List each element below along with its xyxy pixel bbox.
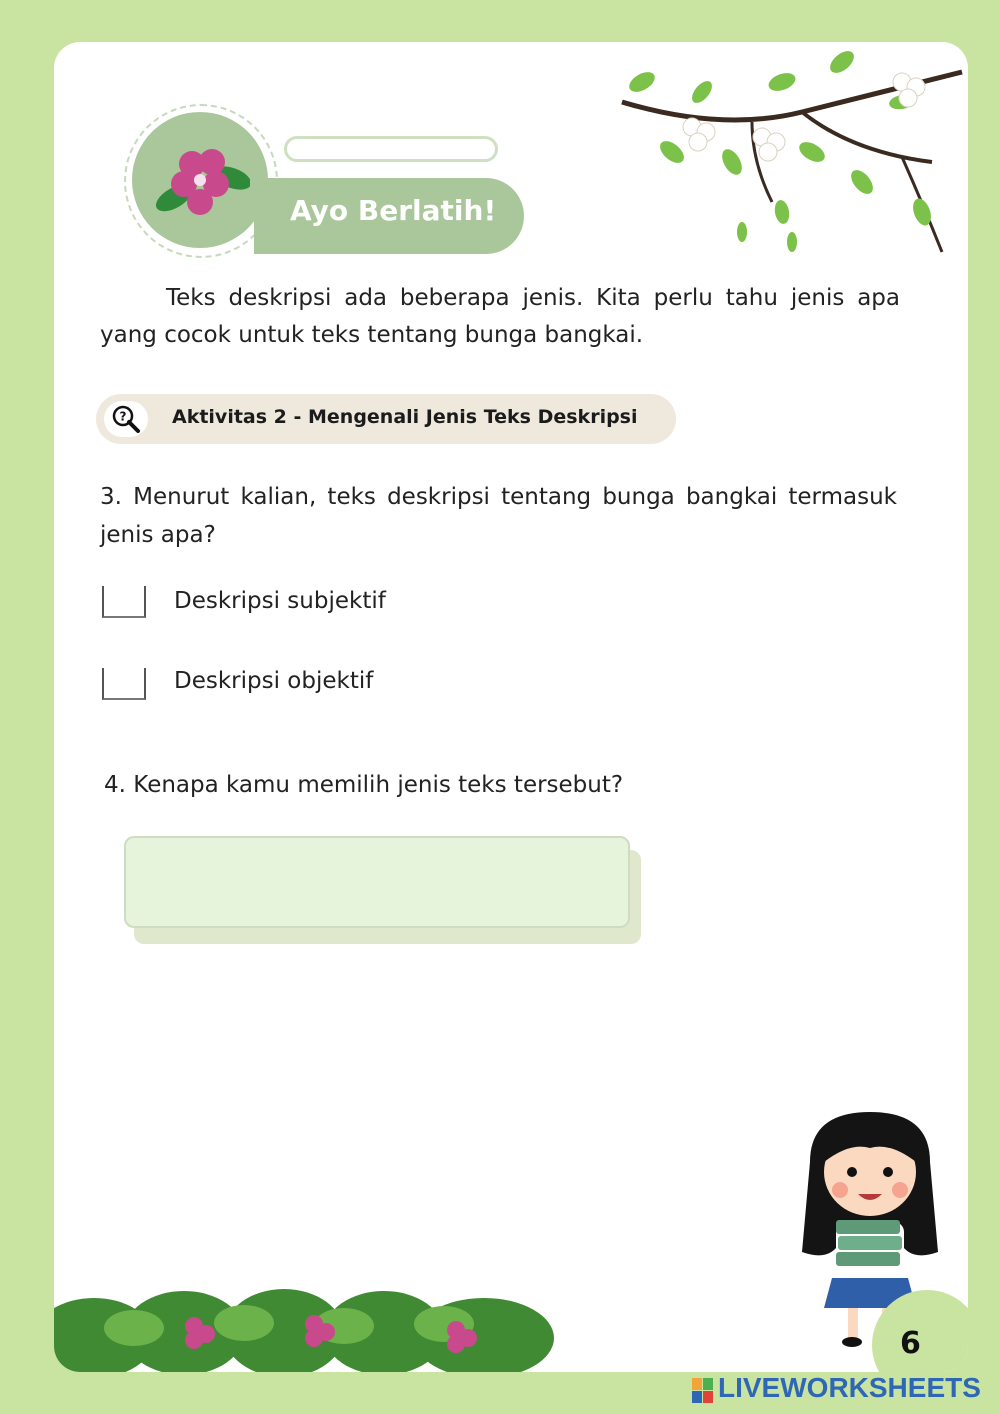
svg-text:?: ?: [119, 409, 127, 424]
activity-title: Aktivitas 2 - Mengenali Jenis Teks Deskripsi: [172, 406, 638, 428]
blossom-branch-illustration: [602, 42, 968, 274]
page-number: 6: [900, 1326, 921, 1361]
title-banner-top: [284, 136, 498, 162]
orchid-flower-icon: [154, 134, 250, 230]
question-3: 3. Menurut kalian, teks deskripsi tentang bunga bangkai termasuk jenis apa?: [100, 484, 897, 548]
liveworksheets-logo-icon: [692, 1378, 714, 1404]
answer-input[interactable]: [124, 836, 630, 928]
option-subjektif-label: Deskripsi subjektif: [174, 588, 386, 614]
option-objektif-label: Deskripsi objektif: [174, 668, 374, 694]
intro-paragraph: [100, 280, 900, 354]
activity-icon-wrap: [104, 401, 148, 437]
option-objektif-checkbox[interactable]: [102, 668, 146, 700]
bush-illustration: [54, 1278, 564, 1372]
question-4: 4. Kenapa kamu memilih jenis teks tersebut?: [104, 772, 624, 798]
magnifier-question-icon: [111, 404, 141, 434]
option-subjektif-checkbox[interactable]: [102, 586, 146, 618]
worksheet-page: [54, 42, 968, 1372]
page-title: Ayo Berlatih!: [290, 194, 497, 227]
liveworksheets-watermark[interactable]: LIVEWORKSHEETS: [718, 1372, 981, 1403]
intro-text: Teks deskripsi ada beberapa jenis. Kita perlu tahu jenis apa yang cocok untuk teks tentang bunga bangkai.: [100, 285, 900, 348]
